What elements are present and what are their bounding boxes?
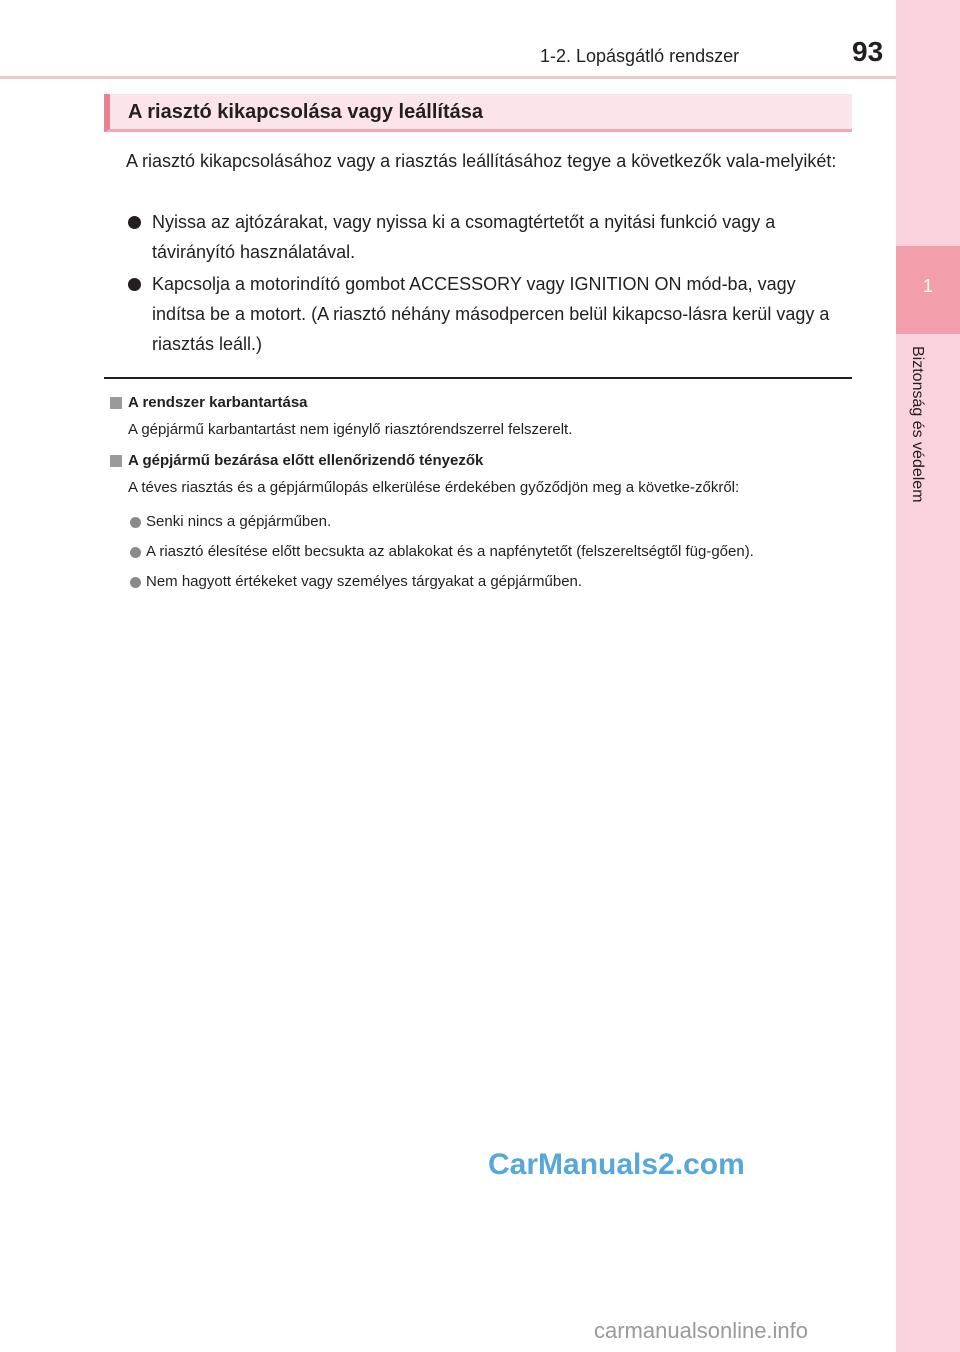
checklist-item-text: Nem hagyott értékeket vagy személyes tárgyakat a gépjárműben. xyxy=(146,573,583,590)
bullet-dot-icon xyxy=(130,577,141,588)
bullet-dot-icon xyxy=(128,278,141,291)
chapter-title: Biztonság és védelem xyxy=(909,346,926,503)
checklist-item xyxy=(128,572,852,592)
note-body: A gépjármű karbantartást nem igénylő riasztórendszerrel felszerelt. xyxy=(128,421,573,438)
note-maintenance xyxy=(108,392,852,440)
chapter-side-tab xyxy=(896,0,960,1352)
instruction-list xyxy=(126,207,850,361)
note-heading-text: A gépjármű bezárása előtt ellenőrizendő tényezők xyxy=(128,452,484,469)
square-bullet-icon xyxy=(110,397,122,409)
watermark-footer: carmanualsonline.info xyxy=(594,1318,809,1343)
section-heading-text: A riasztó kikapcsolása vagy leállítása xyxy=(128,101,484,123)
square-bullet-icon xyxy=(110,455,122,467)
checklist-item xyxy=(128,542,852,562)
watermark-logo: CarManuals2.com xyxy=(488,1148,745,1181)
page-number: 93 xyxy=(852,36,884,67)
checklist xyxy=(108,512,852,592)
header-rule xyxy=(0,76,896,79)
note-body: A téves riasztás és a gépjárműlopás elkerülése érdekében győződjön meg a követke-zőkről: xyxy=(128,479,740,496)
list-item xyxy=(126,269,850,359)
section-divider xyxy=(104,377,852,379)
note-heading xyxy=(108,392,852,414)
bullet-dot-icon xyxy=(128,216,141,229)
section-intro: A riasztó kikapcsolásához vagy a riasztás leállításához tegye a következők vala-melyikét: xyxy=(126,151,837,171)
note-heading xyxy=(108,450,852,472)
note-heading-text: A rendszer karbantartása xyxy=(128,394,308,411)
list-item xyxy=(126,207,850,267)
list-item-text: Kapcsolja a motorindító gombot ACCESSORY vagy IGNITION ON mód-ba, vagy indítsa be a motort. (A riasztó néhány másodpercen belül kikapcso-lásra kerül vagy a riasztás leáll.) xyxy=(152,274,830,354)
checklist-item xyxy=(128,512,852,532)
bullet-dot-icon xyxy=(130,547,141,558)
bullet-dot-icon xyxy=(130,517,141,528)
checklist-item-text: A riasztó élesítése előtt becsukta az ablakokat és a napfénytetőt (felszereltségtől füg-gően). xyxy=(146,543,754,560)
running-header: 1-2. Lopásgátló rendszer xyxy=(540,46,740,66)
list-item-text: Nyissa az ajtózárakat, vagy nyissa ki a csomagtértetőt a nyitási funkció vagy a távirányító használatával. xyxy=(152,212,776,262)
section-heading xyxy=(104,94,852,132)
chapter-number: 1 xyxy=(922,276,933,296)
checklist-item-text: Senki nincs a gépjárműben. xyxy=(146,513,332,530)
note-before-locking xyxy=(108,450,852,602)
